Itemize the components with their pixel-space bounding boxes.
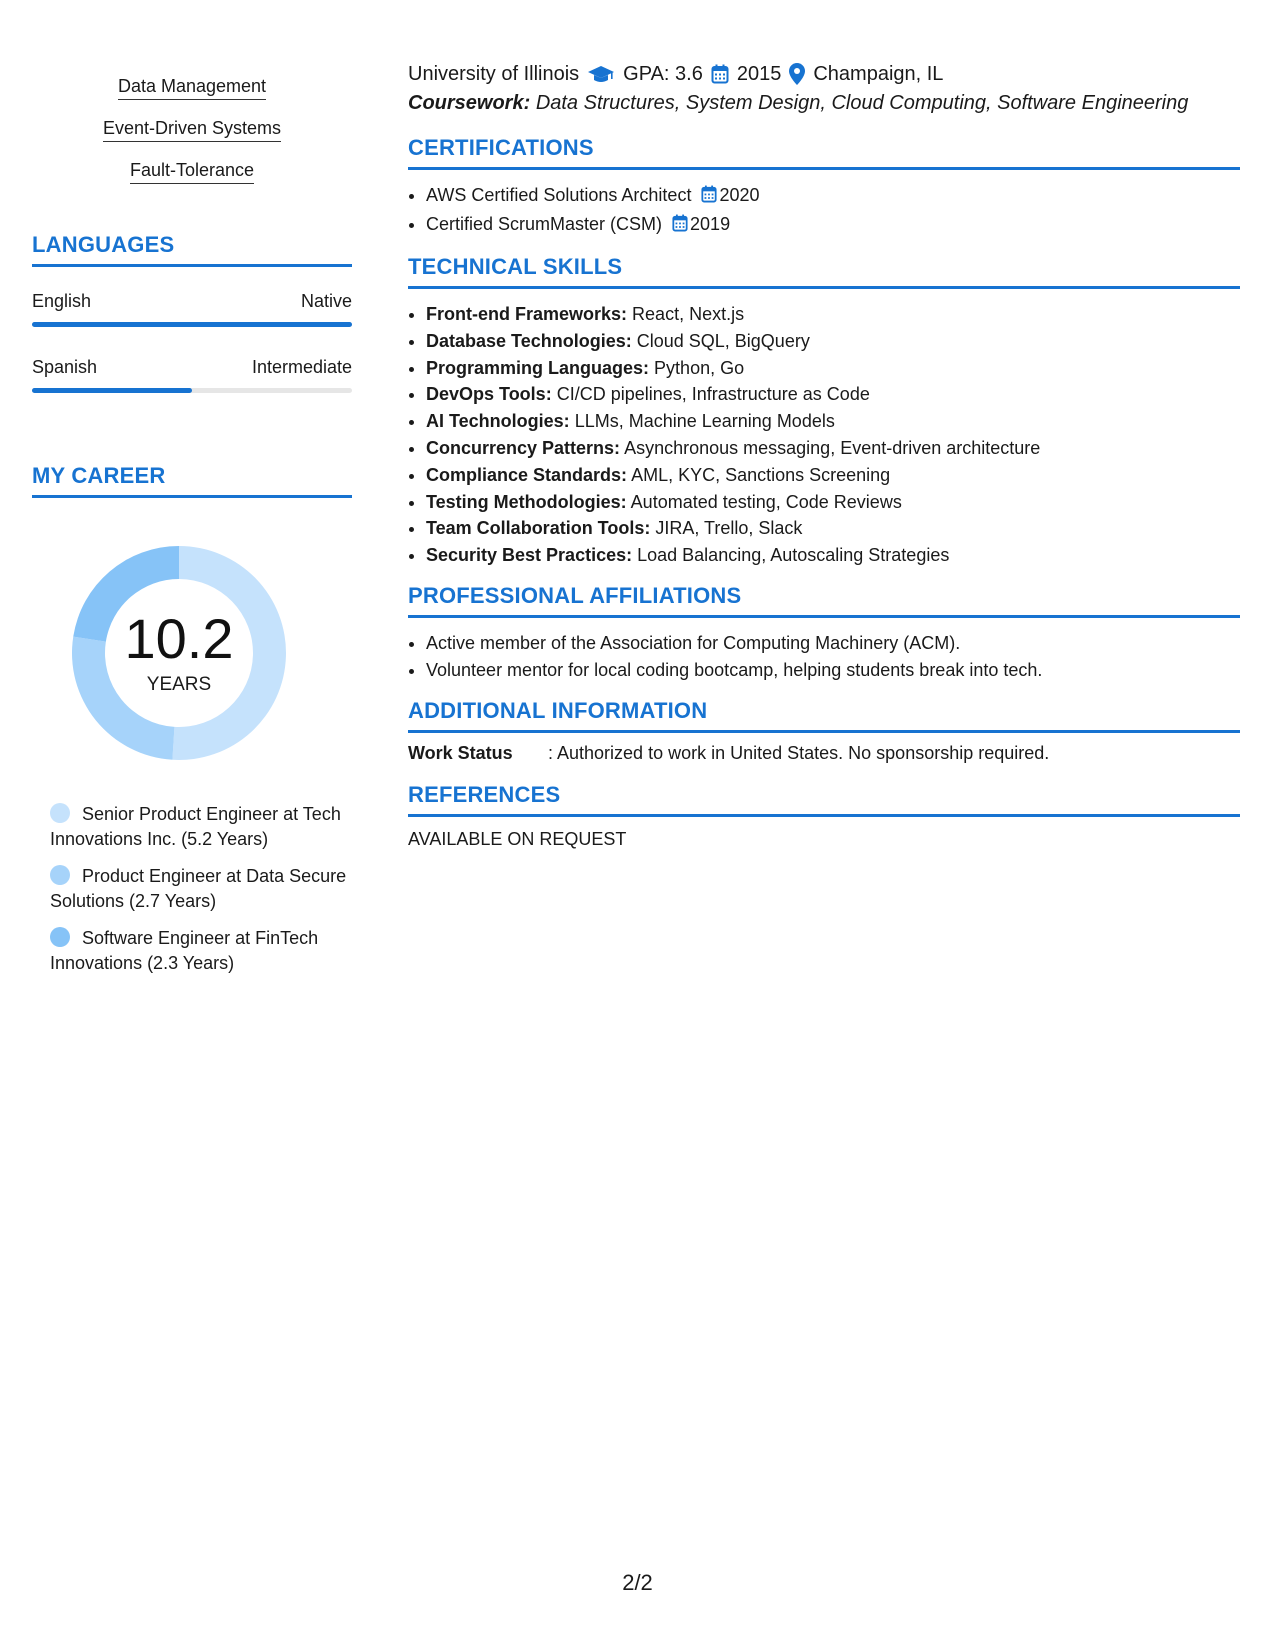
location-pin-icon bbox=[789, 63, 805, 85]
language-bar-fill bbox=[32, 322, 352, 327]
skill-value: Asynchronous messaging, Event-driven architecture bbox=[624, 437, 1041, 458]
skill-item bbox=[426, 515, 1240, 542]
certification-name: AWS Certified Solutions Architect bbox=[426, 185, 692, 205]
calendar-icon bbox=[701, 184, 717, 211]
gpa: GPA: 3.6 bbox=[623, 62, 703, 85]
legend-label: Product Engineer at Data Secure Solutions (2.7 Years) bbox=[50, 866, 347, 911]
donut-center bbox=[64, 538, 294, 768]
skill-label: Front-end Frameworks: bbox=[426, 304, 628, 324]
skill-value: LLMs, Machine Learning Models bbox=[574, 411, 835, 432]
language-row-english bbox=[32, 291, 352, 312]
skill-item bbox=[426, 408, 1240, 435]
skill-label: Concurrency Patterns: bbox=[426, 437, 621, 458]
language-name: Spanish bbox=[32, 357, 98, 377]
technical-skills-rule bbox=[408, 286, 1240, 289]
language-level: Intermediate bbox=[251, 357, 352, 377]
career-rule bbox=[32, 495, 352, 498]
references-section bbox=[408, 782, 1240, 850]
legend-label: Software Engineer at FinTech Innovations (2.3 Years) bbox=[50, 928, 319, 973]
skill-item bbox=[426, 328, 1240, 355]
skill-item bbox=[426, 301, 1240, 328]
work-status-key: Work Status bbox=[408, 742, 513, 763]
certifications-list bbox=[408, 182, 1240, 240]
education-line bbox=[408, 60, 1240, 88]
technical-skills-heading: TECHNICAL SKILLS bbox=[408, 254, 623, 279]
affiliations-list bbox=[408, 630, 1240, 684]
skill-label: Security Best Practices: bbox=[426, 545, 633, 566]
affiliation-item: • Active member of the Association for Computing Machinery (ACM). bbox=[426, 630, 1240, 657]
language-name: English bbox=[32, 291, 92, 311]
technical-skills-list bbox=[408, 301, 1240, 569]
coursework-list: Data Structures, System Design, Cloud Computing, Software Engineering bbox=[535, 92, 1189, 114]
language-bar-fill bbox=[32, 388, 192, 393]
career-heading: MY CAREER bbox=[32, 463, 166, 488]
references-text: AVAILABLE ON REQUEST bbox=[408, 828, 627, 849]
skill-tags bbox=[32, 76, 352, 202]
technical-skills-section bbox=[408, 254, 1240, 569]
language-bar bbox=[32, 322, 352, 327]
languages-rule bbox=[32, 264, 352, 267]
skill-value: AML, KYC, Sanctions Screening bbox=[631, 464, 891, 485]
work-status-value: : Authorized to work in United States. No sponsorship required. bbox=[548, 742, 1050, 763]
legend-dot bbox=[50, 865, 70, 885]
skill-label: Team Collaboration Tools: bbox=[426, 518, 651, 539]
left-column bbox=[32, 60, 352, 988]
references-heading: REFERENCES bbox=[408, 781, 561, 807]
education-entry bbox=[408, 60, 1240, 115]
calendar-icon bbox=[672, 213, 688, 240]
skill-label: Compliance Standards: bbox=[426, 464, 628, 485]
affiliations-section bbox=[408, 583, 1240, 684]
career-section bbox=[32, 463, 352, 976]
skill-tag: Data Management bbox=[118, 76, 266, 100]
certification-year: 2019 bbox=[690, 214, 731, 234]
school-location: Champaign, IL bbox=[813, 62, 944, 85]
work-status-row bbox=[408, 743, 1240, 764]
skill-item bbox=[426, 462, 1240, 489]
career-legend bbox=[32, 802, 350, 976]
languages-heading: LANGUAGES bbox=[32, 232, 175, 257]
legend-item bbox=[50, 802, 350, 852]
skill-label: AI Technologies: bbox=[426, 411, 570, 432]
skill-tag: Fault-Tolerance bbox=[130, 160, 254, 184]
coursework-label: Coursework: bbox=[408, 92, 531, 114]
skill-item bbox=[426, 355, 1240, 382]
career-donut-chart bbox=[64, 538, 294, 768]
certification-item bbox=[426, 211, 1240, 240]
skill-value: Load Balancing, Autoscaling Strategies bbox=[637, 545, 950, 566]
certifications-heading: CERTIFICATIONS bbox=[408, 135, 594, 160]
skill-value: Cloud SQL, BigQuery bbox=[636, 330, 810, 351]
certifications-rule bbox=[408, 167, 1240, 170]
skill-item bbox=[426, 435, 1240, 462]
skill-label: Programming Languages: bbox=[426, 357, 650, 378]
certification-name: Certified ScrumMaster (CSM) bbox=[426, 214, 663, 234]
certification-item bbox=[426, 182, 1240, 211]
skill-item bbox=[426, 542, 1240, 569]
skill-label: Testing Methodologies: bbox=[426, 491, 627, 512]
affiliations-heading: PROFESSIONAL AFFILIATIONS bbox=[408, 582, 742, 608]
career-total-unit: YEARS bbox=[146, 674, 212, 695]
graduation-cap-icon bbox=[587, 64, 615, 84]
legend-label: Senior Product Engineer at Tech Innovations Inc. (5.2 Years) bbox=[50, 804, 341, 849]
legend-dot bbox=[50, 803, 70, 823]
additional-info-heading: ADDITIONAL INFORMATION bbox=[408, 697, 708, 723]
skill-value: JIRA, Trello, Slack bbox=[655, 518, 803, 539]
skill-label: DevOps Tools: bbox=[426, 384, 552, 405]
career-total-years: 10.2 bbox=[124, 607, 234, 670]
skill-value: Automated testing, Code Reviews bbox=[630, 491, 902, 512]
legend-item bbox=[50, 864, 350, 914]
additional-info-section bbox=[408, 698, 1240, 764]
references-rule bbox=[408, 814, 1240, 817]
languages-section bbox=[32, 232, 352, 393]
additional-info-rule bbox=[408, 730, 1240, 733]
skill-value: CI/CD pipelines, Infrastructure as Code bbox=[556, 384, 870, 405]
affiliation-item: • Volunteer mentor for local coding bootcamp, helping students break into tech. bbox=[426, 657, 1240, 684]
legend-dot bbox=[50, 927, 70, 947]
right-column bbox=[408, 60, 1240, 850]
certification-year: 2020 bbox=[719, 185, 760, 205]
skill-tag: Event-Driven Systems bbox=[103, 118, 281, 142]
affiliations-rule bbox=[408, 615, 1240, 618]
page-number: 2/2 bbox=[622, 1570, 653, 1595]
skill-value: Python, Go bbox=[654, 357, 745, 378]
language-row-spanish bbox=[32, 357, 352, 378]
school-name: University of Illinois bbox=[408, 62, 580, 85]
language-bar bbox=[32, 388, 352, 393]
skill-item bbox=[426, 381, 1240, 408]
graduation-year: 2015 bbox=[736, 62, 782, 85]
legend-item bbox=[50, 926, 350, 976]
certifications-section bbox=[408, 135, 1240, 240]
skill-item bbox=[426, 489, 1240, 516]
skill-label: Database Technologies: bbox=[426, 330, 632, 351]
skill-value: React, Next.js bbox=[632, 304, 745, 324]
coursework-line bbox=[408, 92, 1240, 115]
calendar-icon bbox=[711, 64, 729, 84]
language-level: Native bbox=[300, 291, 352, 311]
